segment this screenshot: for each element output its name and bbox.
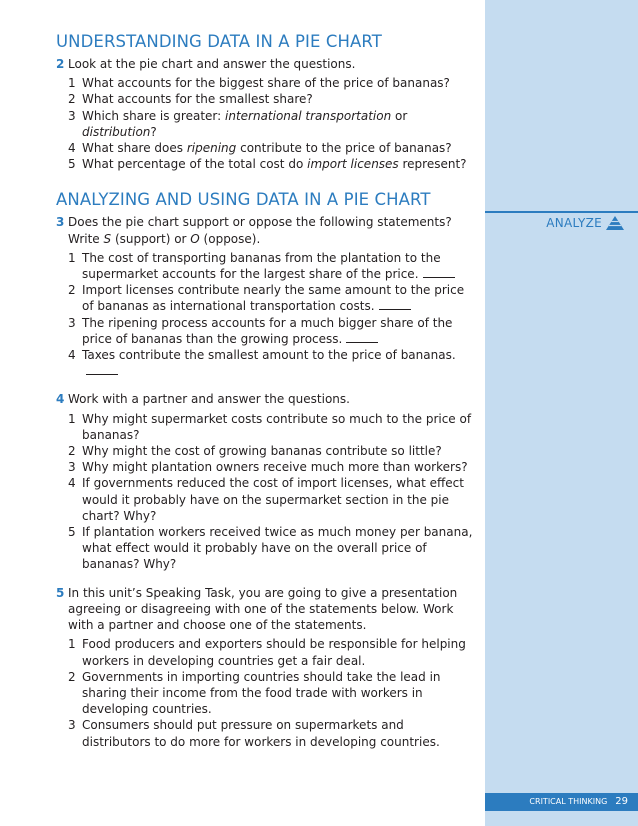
question-3: 3 Does the pie chart support or oppose the following statements? Write S (support) or O (oppose). [56, 215, 452, 246]
list-item: 5 What percentage of the total cost do import licenses represent? [68, 157, 467, 172]
list-item: 5 If plantation workers received twice as much money per banana, what effect would it probably have on the overall price of bananas? Why? [68, 525, 473, 572]
answer-blank[interactable] [346, 332, 378, 343]
analyze-text: ANALYZE [546, 216, 602, 230]
question-number: 4 [56, 392, 65, 407]
question-text: Look at the pie chart and answer the questions. [68, 57, 356, 71]
question-number: 3 [56, 215, 65, 230]
question-2-list [56, 75, 476, 172]
list-item: 1 Food producers and exporters should be responsible for helping workers in developing countries get a fair deal. [68, 637, 466, 668]
list-item: 1 Why might supermarket costs contribute so much to the price of bananas? [68, 411, 472, 442]
question-2 [56, 56, 476, 72]
answer-blank[interactable] [423, 267, 455, 278]
list-item: 1 The cost of transporting bananas from the plantation to the supermarket accounts for the largest share of the price. [56, 250, 476, 282]
list-item: 3 Why might plantation owners receive much more than workers? [68, 460, 468, 475]
list-item: 3 Consumers should put pressure on supermarkets and distributors to do more for workers in developing countries. [68, 718, 440, 749]
question-5: 5 In this unit’s Speaking Task, you are going to give a presentation agreeing or disagreeing with one of the statements below. Work with a partner and choose one of the statements. [56, 585, 458, 633]
list-item: 1 What accounts for the biggest share of the price of bananas? [68, 76, 450, 91]
question-number: 2 [56, 57, 65, 71]
analyze-label [546, 216, 624, 230]
list-item: 2 Governments in importing countries should take the lead in sharing their income from the food trade with workers in developing countries. [68, 669, 441, 717]
answer-blank[interactable] [379, 299, 411, 310]
pyramid-icon [606, 216, 624, 230]
list-item: 4 Taxes contribute the smallest amount to the price of bananas. [56, 347, 476, 379]
question-4: 4 Work with a partner and answer the questions. [56, 392, 350, 407]
section-title-understanding: UNDERSTANDING DATA IN A PIE CHART [56, 32, 382, 51]
list-item: 3 Which share is greater: international transportation or distribution? [68, 108, 408, 139]
list-item: 4 If governments reduced the cost of import licenses, what effect would it probably have on the supermarket section in the pie chart? Why? [68, 476, 464, 523]
question-3-list [56, 250, 476, 380]
sidebar-panel [485, 0, 638, 826]
page-number: 29 [615, 796, 628, 807]
list-item: 2 What accounts for the smallest share? [68, 92, 313, 107]
list-item: 2 Why might the cost of growing bananas contribute so little? [68, 444, 442, 459]
section-title-analyzing: ANALYZING AND USING DATA IN A PIE CHART [56, 190, 431, 210]
list-item: 3 The ripening process accounts for a much bigger share of the price of bananas than the growing process. [68, 315, 453, 346]
question-5-list [56, 636, 476, 749]
sidebar-rule [485, 211, 638, 213]
question-number: 5 [56, 585, 65, 600]
list-item: 2 Import licenses contribute nearly the same amount to the price of bananas as international transportation costs. [68, 283, 465, 314]
page-content [56, 32, 476, 750]
list-item: 4 What share does ripening contribute to the price of bananas? [68, 141, 452, 156]
footer [529, 794, 628, 810]
answer-blank[interactable] [86, 364, 118, 375]
question-4-list [56, 411, 476, 573]
footer-section: CRITICAL THINKING [529, 797, 608, 806]
